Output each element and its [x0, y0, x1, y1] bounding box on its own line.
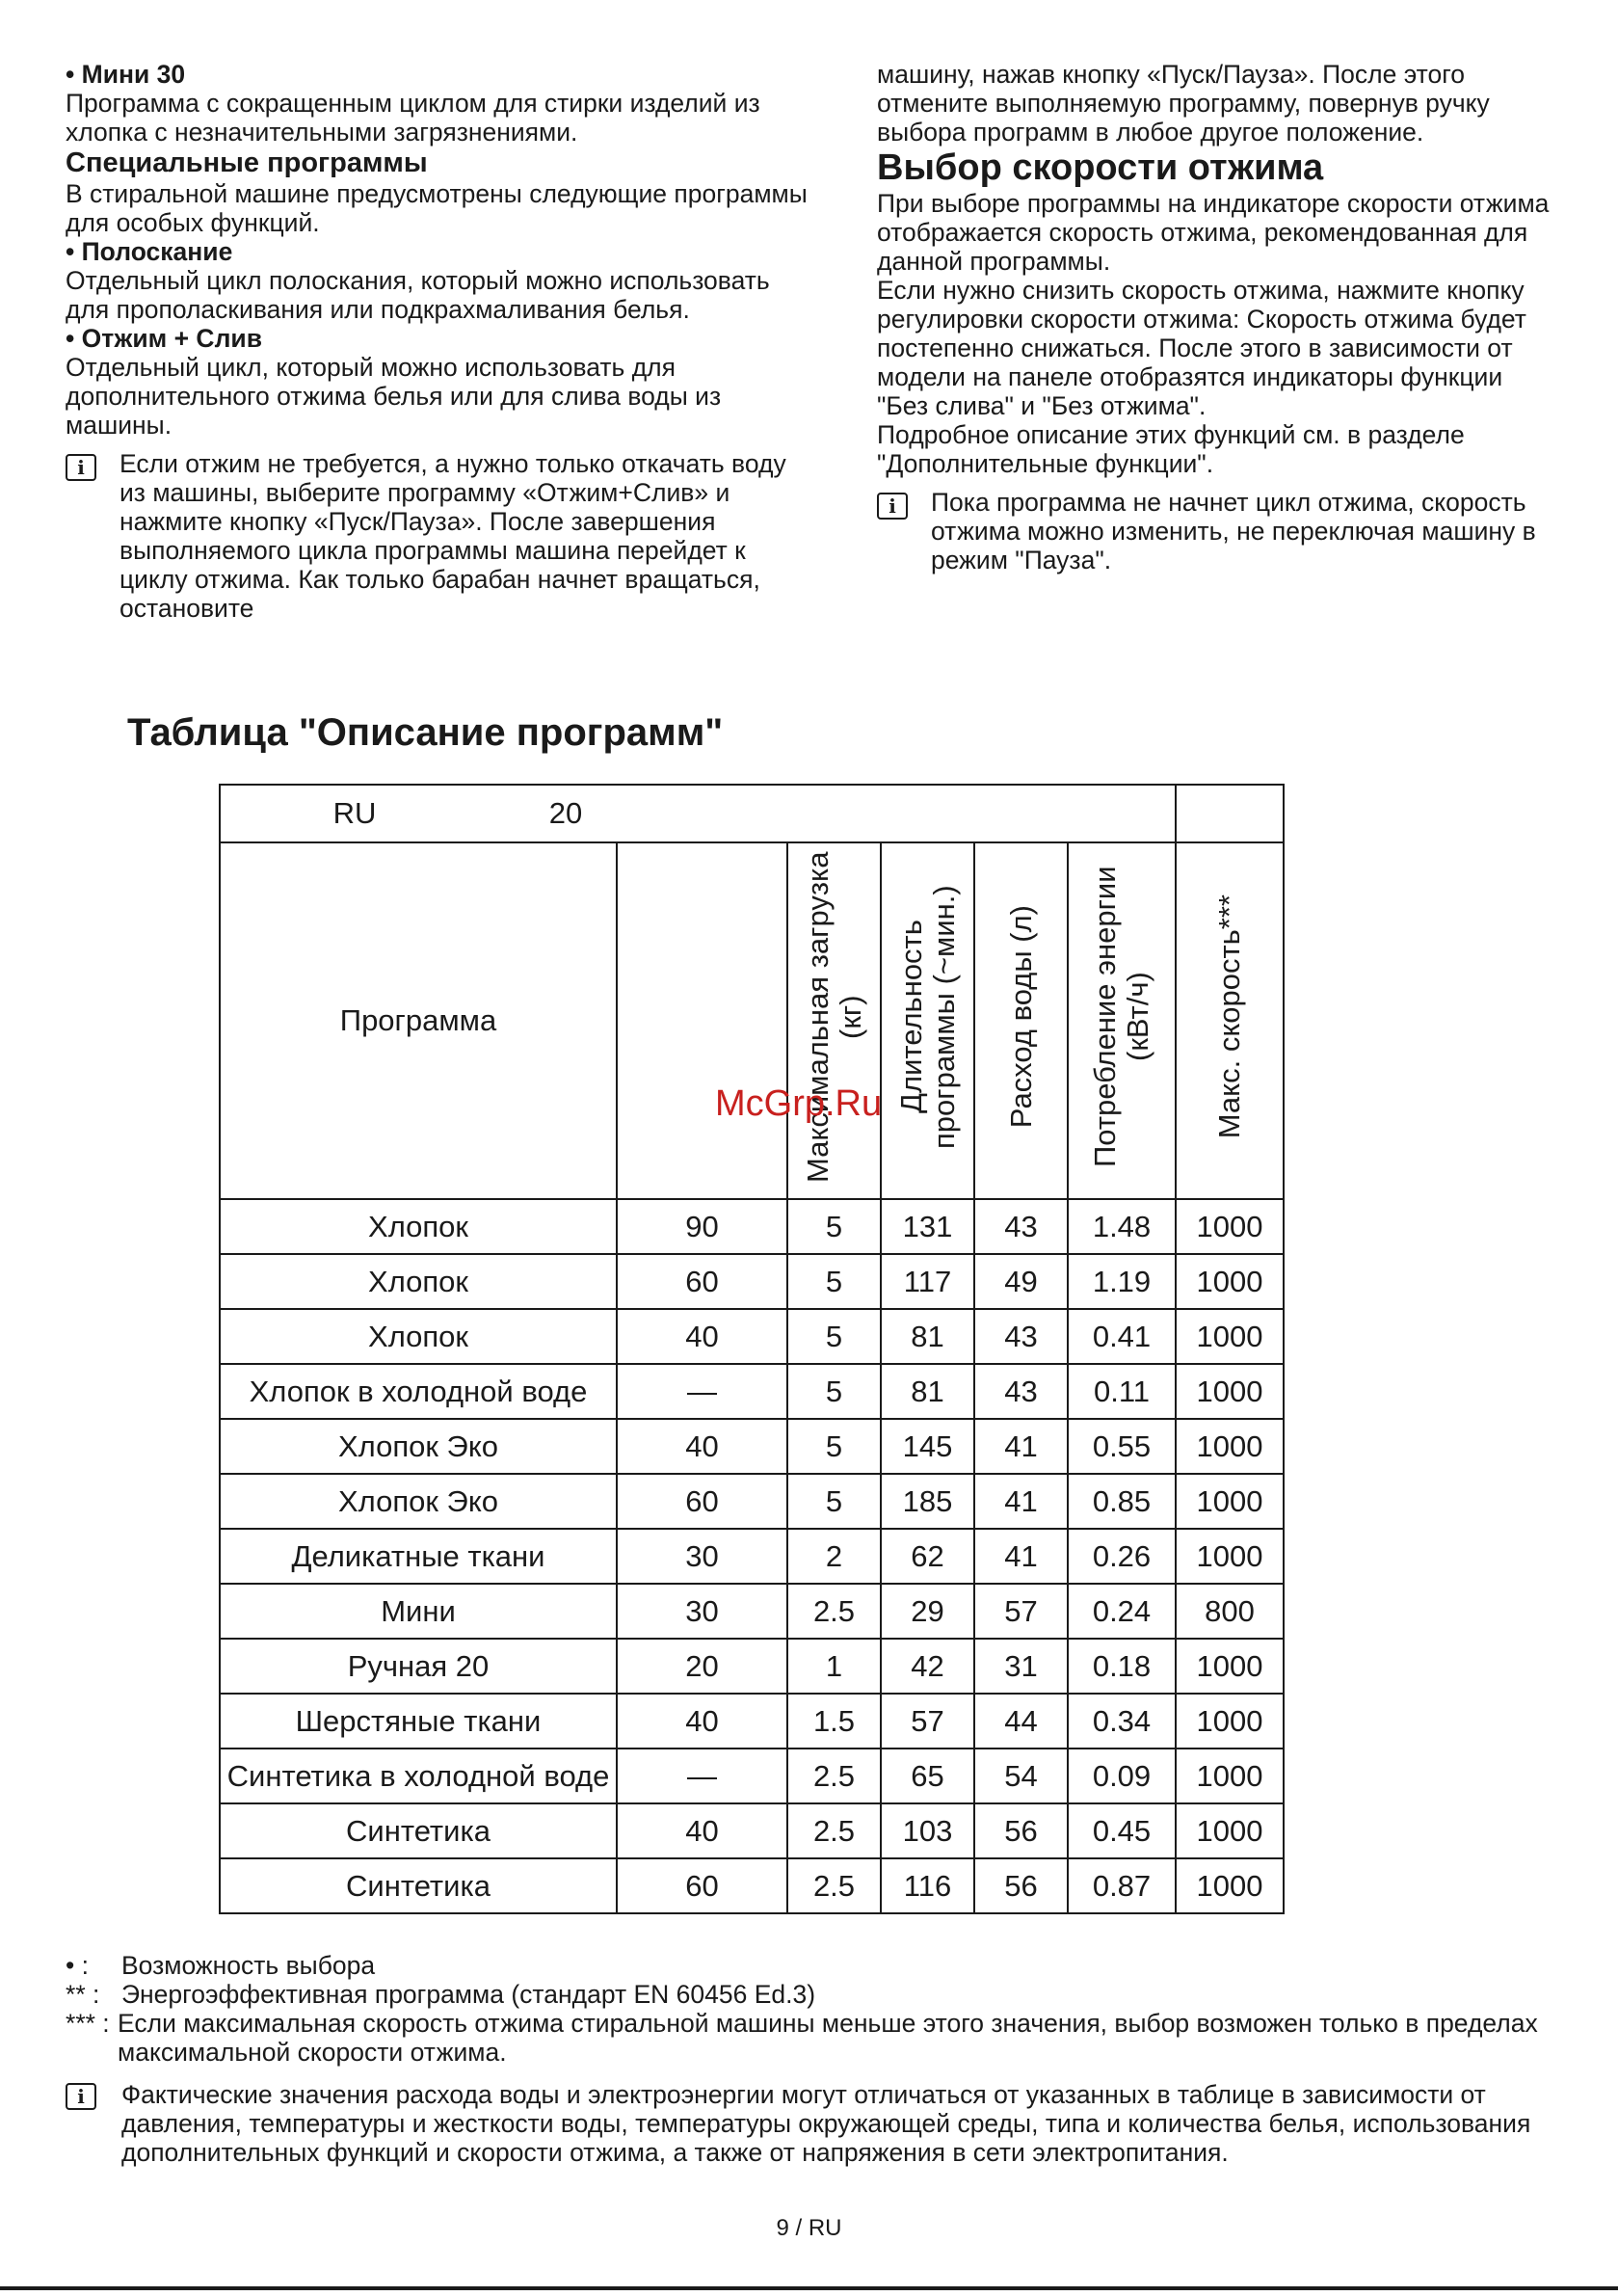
cell-load: 5: [787, 1419, 881, 1474]
cell-water: 57: [974, 1584, 1068, 1639]
cell-energy: 0.09: [1068, 1749, 1176, 1803]
cell-speed: 1000: [1176, 1309, 1284, 1364]
cell-load: 2.5: [787, 1584, 881, 1639]
cell-speed: 1000: [1176, 1858, 1284, 1913]
spin-speed-p1: При выборе программы на индикаторе скорости отжима отображается скорость отжима, рекомендованная для данной программы.: [877, 189, 1550, 276]
legend-item: [66, 1951, 1550, 1980]
cell-name: Хлопок в холодной воде: [220, 1364, 617, 1419]
legend-info-note: [66, 2080, 1550, 2167]
cell-temp: 40: [617, 1694, 787, 1749]
cell-water: 31: [974, 1639, 1068, 1694]
cell-dur: 185: [881, 1474, 974, 1529]
rinse-heading: • Полоскание: [66, 237, 233, 266]
spin-speed-heading: Выбор скорости отжима: [877, 147, 1324, 188]
table-row: [220, 1199, 1284, 1254]
right-column: [877, 60, 1552, 574]
cell-speed: 1000: [1176, 1749, 1284, 1803]
max-load-header-text: Максимальная загрузка (кг): [800, 851, 867, 1183]
left-column: [66, 60, 808, 623]
cell-dur: 29: [881, 1584, 974, 1639]
cell-speed: 1000: [1176, 1694, 1284, 1749]
cell-dur: 81: [881, 1364, 974, 1419]
water-header-text: Расход воды (л): [1003, 905, 1038, 1129]
cell-temp: —: [617, 1364, 787, 1419]
cell-energy: 1.48: [1068, 1199, 1176, 1254]
cell-temp: —: [617, 1749, 787, 1803]
duration-header-text: Длительность программы (~мин.): [893, 885, 961, 1149]
cell-name: Хлопок Эко: [220, 1419, 617, 1474]
cell-speed: 1000: [1176, 1364, 1284, 1419]
cell-name: Шерстяные ткани: [220, 1694, 617, 1749]
table-row: [220, 1694, 1284, 1749]
cell-load: 5: [787, 1309, 881, 1364]
cell-load: 5: [787, 1364, 881, 1419]
cell-water: 43: [974, 1199, 1068, 1254]
cell-speed: 1000: [1176, 1639, 1284, 1694]
cell-temp: 30: [617, 1529, 787, 1584]
legend-key: ** :: [66, 1980, 100, 2009]
cell-energy: 0.34: [1068, 1694, 1176, 1749]
cell-speed: 1000: [1176, 1254, 1284, 1309]
program-header: Программа: [220, 842, 617, 1199]
cell-water: 41: [974, 1529, 1068, 1584]
cell-speed: 1000: [1176, 1419, 1284, 1474]
special-programs-text: В стиральной машине предусмотрены следующие программы для особых функций.: [66, 179, 808, 237]
left-note-text: Если отжим не требуется, а нужно только откачать воду из машины, выберите программу «Отжим+Слив» и нажмите кнопку «Пуск/Пауза». После завершения выполняемого цикла программы машина перейдет к циклу отжима. Как только барабан начнет вращаться, остановите: [119, 449, 786, 623]
info-icon: i: [877, 493, 908, 520]
table-row: [220, 1858, 1284, 1913]
legend-value: Энергоэффективная программа (стандарт EN 60456 Ed.3): [121, 1980, 816, 2009]
cell-name: Ручная 20: [220, 1639, 617, 1694]
cell-water: 41: [974, 1419, 1068, 1474]
energy-header: [1068, 842, 1176, 1199]
water-header: [974, 842, 1068, 1199]
cell-energy: 0.55: [1068, 1419, 1176, 1474]
cell-temp: 60: [617, 1858, 787, 1913]
ru-label: RU: [332, 796, 377, 830]
cell-energy: 0.85: [1068, 1474, 1176, 1529]
cell-energy: 0.41: [1068, 1309, 1176, 1364]
cell-temp: 40: [617, 1309, 787, 1364]
duration-header: [881, 842, 974, 1199]
cell-energy: 0.45: [1068, 1803, 1176, 1858]
cell-dur: 131: [881, 1199, 974, 1254]
cell-load: 5: [787, 1199, 881, 1254]
rinse-text: Отдельный цикл полоскания, который можно использовать для прополаскивания или подкрахмаливания белья.: [66, 266, 770, 324]
cell-speed: 1000: [1176, 1199, 1284, 1254]
cell-temp: 90: [617, 1199, 787, 1254]
cell-load: 2.5: [787, 1749, 881, 1803]
cell-load: 1.5: [787, 1694, 881, 1749]
legend-item: [66, 1980, 1550, 2009]
cell-dur: 117: [881, 1254, 974, 1309]
table-row: [220, 1529, 1284, 1584]
cell-temp: 30: [617, 1584, 787, 1639]
mini-heading: • Мини 30: [66, 60, 186, 89]
max-speed-header-text: Макс. скорость***: [1212, 894, 1246, 1139]
table-row: [220, 1309, 1284, 1364]
cell-dur: 42: [881, 1639, 974, 1694]
cell-water: 44: [974, 1694, 1068, 1749]
cell-energy: 1.19: [1068, 1254, 1176, 1309]
cell-water: 56: [974, 1858, 1068, 1913]
cell-temp: 40: [617, 1419, 787, 1474]
left-info-note: [66, 449, 808, 623]
legend-value: Возможность выбора: [121, 1951, 376, 1980]
table-row: [220, 1474, 1284, 1529]
max-load-header: [787, 842, 881, 1199]
temp-header: [617, 842, 787, 1199]
cell-name: Мини: [220, 1584, 617, 1639]
cell-name: Хлопок: [220, 1254, 617, 1309]
right-info-note: [877, 488, 1552, 574]
table-row: [220, 1803, 1284, 1858]
cell-dur: 145: [881, 1419, 974, 1474]
table-row: [220, 1254, 1284, 1309]
legend-note-text: Фактические значения расхода воды и электроэнергии могут отличаться от указанных в таблице в зависимости от давления, температуры и жесткости воды, температуры окружающей среды, типа и количества белья, использования дополнительных функций и скорости отжима, а также от напряжения в сети электропитания.: [121, 2080, 1531, 2167]
cell-energy: 0.24: [1068, 1584, 1176, 1639]
cell-water: 41: [974, 1474, 1068, 1529]
spin-drain-heading: • Отжим + Слив: [66, 324, 262, 353]
cell-energy: 0.18: [1068, 1639, 1176, 1694]
spin-drain-text: Отдельный цикл, который можно использовать для дополнительного отжима белья или для слива воды из машины.: [66, 353, 722, 440]
cell-temp: 40: [617, 1803, 787, 1858]
table-row: [220, 1639, 1284, 1694]
cell-dur: 103: [881, 1803, 974, 1858]
cell-load: 2: [787, 1529, 881, 1584]
cell-energy: 0.26: [1068, 1529, 1176, 1584]
cell-energy: 0.87: [1068, 1858, 1176, 1913]
cell-load: 1: [787, 1639, 881, 1694]
energy-header-text: Потребление энергии (кВт/ч): [1088, 866, 1154, 1168]
cell-energy: 0.11: [1068, 1364, 1176, 1419]
cell-dur: 116: [881, 1858, 974, 1913]
cell-speed: 1000: [1176, 1474, 1284, 1529]
cell-load: 5: [787, 1474, 881, 1529]
program-table: [219, 784, 1285, 1914]
cell-load: 2.5: [787, 1803, 881, 1858]
empty-header-cell: [1176, 785, 1284, 842]
special-programs-heading: Специальные программы: [66, 147, 428, 178]
cell-dur: 65: [881, 1749, 974, 1803]
cell-speed: 1000: [1176, 1529, 1284, 1584]
cell-name: Синтетика в холодной воде: [220, 1749, 617, 1803]
cell-name: Хлопок Эко: [220, 1474, 617, 1529]
info-icon: i: [66, 2083, 96, 2110]
cell-water: 43: [974, 1364, 1068, 1419]
table-row: [220, 1584, 1284, 1639]
page-number: 9 / RU: [776, 2215, 842, 2241]
bottom-divider: [0, 2286, 1618, 2290]
table-row: [220, 1419, 1284, 1474]
cell-name: Хлопок: [220, 1309, 617, 1364]
ru-value: 20: [548, 796, 583, 830]
ru-header-cell: [220, 785, 1176, 842]
cell-name: Хлопок: [220, 1199, 617, 1254]
cell-temp: 20: [617, 1639, 787, 1694]
cell-speed: 800: [1176, 1584, 1284, 1639]
info-icon: i: [66, 454, 96, 481]
table-row: [220, 1749, 1284, 1803]
mini-text: Программа с сокращенным циклом для стирки изделий из хлопка с незначительными загрязнениями.: [66, 89, 760, 147]
cell-dur: 62: [881, 1529, 974, 1584]
cell-load: 5: [787, 1254, 881, 1309]
cell-temp: 60: [617, 1474, 787, 1529]
max-speed-header: [1176, 842, 1284, 1199]
cell-name: Синтетика: [220, 1803, 617, 1858]
cell-name: Деликатные ткани: [220, 1529, 617, 1584]
cell-name: Синтетика: [220, 1858, 617, 1913]
spin-speed-p3: Подробное описание этих функций см. в разделе "Дополнительные функции".: [877, 420, 1465, 478]
program-table-body: [220, 1199, 1284, 1913]
cell-water: 54: [974, 1749, 1068, 1803]
legend-item: [66, 2009, 1550, 2067]
cell-water: 49: [974, 1254, 1068, 1309]
table-title: Таблица "Описание программ": [127, 711, 724, 754]
legend-key: *** :: [66, 2009, 110, 2038]
continued-text: машину, нажав кнопку «Пуск/Пауза». После этого отмените выполняемую программу, повернув ручку выбора программ в любое другое положение.: [877, 60, 1490, 147]
cell-speed: 1000: [1176, 1803, 1284, 1858]
legend-key: • :: [66, 1951, 90, 1980]
cell-water: 43: [974, 1309, 1068, 1364]
cell-dur: 81: [881, 1309, 974, 1364]
watermark: McGrp.Ru: [715, 1083, 883, 1124]
legend-value: Если максимальная скорость отжима стиральной машины меньше этого значения, выбор возможен только в пределах максимальной скорости отжима.: [118, 2009, 1538, 2067]
right-note-text: Пока программа не начнет цикл отжима, скорость отжима можно изменить, не переключая машину в режим "Пауза".: [931, 488, 1536, 574]
cell-dur: 57: [881, 1694, 974, 1749]
table-row: [220, 1364, 1284, 1419]
spin-speed-p2: Если нужно снизить скорость отжима, нажмите кнопку регулировки скорости отжима: Скорость отжима будет постепенно снижаться. После этого в зависимости от модели на панеле отобразятся индикаторы функции "Без слива" и "Без отжима".: [877, 276, 1526, 420]
cell-water: 56: [974, 1803, 1068, 1858]
legend: [66, 1951, 1550, 2167]
cell-temp: 60: [617, 1254, 787, 1309]
cell-load: 2.5: [787, 1858, 881, 1913]
